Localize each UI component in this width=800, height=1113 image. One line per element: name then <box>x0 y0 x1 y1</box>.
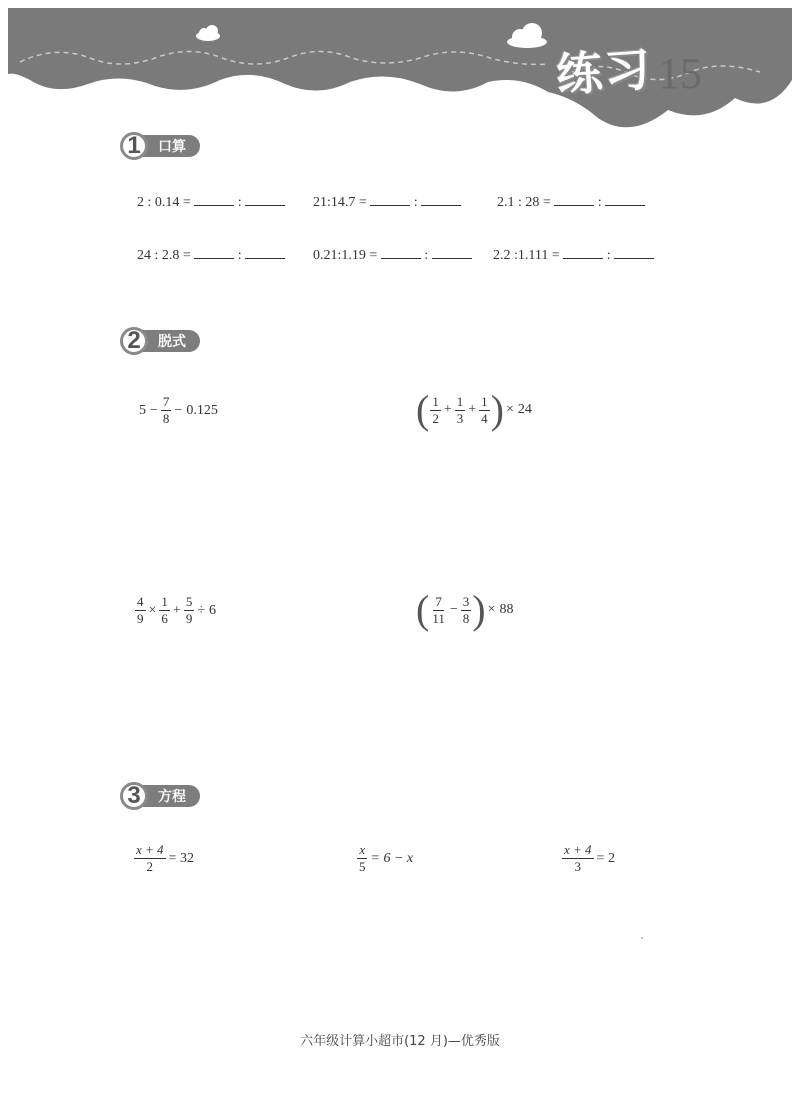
right-paren: ) <box>472 587 486 632</box>
numerator: x + 4 <box>564 842 592 857</box>
operator: × <box>487 602 496 617</box>
ratio-sep: : <box>606 248 611 263</box>
numerator: 1 <box>456 393 464 409</box>
operator: × <box>148 602 157 618</box>
operator: + <box>172 602 181 618</box>
section-label: 口算 <box>140 135 200 157</box>
fraction <box>430 394 441 427</box>
denominator: 6 <box>161 611 168 626</box>
numerator: 7 <box>162 394 170 409</box>
footer-text: 六年级计算小超市(12 月)—优秀版 <box>300 1034 500 1049</box>
fraction <box>134 842 166 875</box>
oral-expression: 24 : 2.8 = <box>137 248 191 263</box>
oral-item <box>313 193 461 211</box>
denominator: 3 <box>456 410 464 426</box>
answer-blank[interactable] <box>245 193 285 206</box>
answer-blank[interactable] <box>194 246 234 259</box>
header-banner <box>0 0 800 150</box>
answer-blank[interactable] <box>370 193 410 206</box>
right-hand-side: = 2 <box>596 850 615 866</box>
oral-expression: 0.21:1.19 = <box>313 248 378 263</box>
fraction <box>135 594 146 627</box>
section-number: 1 <box>120 132 148 160</box>
denominator: 8 <box>462 610 470 626</box>
ratio-sep: : <box>424 248 429 263</box>
ratio-sep: : <box>597 195 602 210</box>
oral-expression: 2.1 : 28 = <box>497 195 551 210</box>
denominator: 5 <box>359 859 366 874</box>
term: 6 <box>209 602 216 618</box>
fraction <box>161 394 172 427</box>
answer-blank[interactable] <box>421 193 461 206</box>
section-number: 2 <box>120 327 148 355</box>
section-number: 3 <box>120 782 148 810</box>
problem-4 <box>416 587 516 632</box>
numerator: 1 <box>432 393 439 409</box>
denominator: 8 <box>162 411 170 426</box>
answer-blank[interactable] <box>605 193 645 206</box>
title-text: 练习 <box>554 41 654 103</box>
title-number: 15 <box>658 49 702 98</box>
fraction <box>430 594 447 627</box>
operator: + <box>468 402 477 417</box>
section-label: 方程 <box>140 785 200 807</box>
denominator: 9 <box>185 611 193 626</box>
denominator: 2 <box>432 410 439 426</box>
denominator: 3 <box>574 859 582 874</box>
numerator: x + 4 <box>136 842 164 857</box>
left-paren: ( <box>416 387 430 432</box>
equation-3 <box>561 842 617 875</box>
ratio-sep: : <box>413 195 418 210</box>
right-hand-side: = 32 <box>168 850 194 866</box>
fraction <box>461 594 472 627</box>
right-hand-side: = 6 − x <box>370 850 414 866</box>
denominator: 11 <box>432 610 445 626</box>
oral-expression: 2 : 0.14 = <box>137 195 191 210</box>
scan-speck <box>641 937 643 939</box>
answer-blank[interactable] <box>614 246 654 259</box>
problem-1 <box>137 394 220 427</box>
page-title <box>556 36 702 102</box>
term: 24 <box>517 402 532 417</box>
numerator: 7 <box>435 593 442 609</box>
operator: − <box>449 602 458 617</box>
right-paren: ) <box>490 387 504 432</box>
left-paren: ( <box>416 587 430 632</box>
problem-2 <box>416 387 534 432</box>
fraction <box>479 394 490 427</box>
fraction <box>357 842 368 875</box>
operator: ÷ <box>197 602 205 618</box>
operator: − <box>174 402 183 418</box>
fraction <box>184 594 195 627</box>
oral-item <box>493 246 654 264</box>
section-oral-heading <box>120 131 200 161</box>
answer-blank[interactable] <box>194 193 234 206</box>
numerator: 1 <box>481 393 488 409</box>
oral-item <box>137 193 285 211</box>
ratio-sep: : <box>237 248 242 263</box>
denominator: 9 <box>137 611 144 626</box>
term: 5 <box>139 402 146 418</box>
numerator: 3 <box>462 593 470 609</box>
operator: × <box>505 402 514 417</box>
numerator: x <box>359 842 366 857</box>
fraction <box>455 394 466 427</box>
term: 88 <box>499 602 514 617</box>
equation-1 <box>133 842 196 875</box>
numerator: 4 <box>137 594 144 609</box>
section-label: 脱式 <box>140 330 200 352</box>
operator: + <box>443 402 452 417</box>
answer-blank[interactable] <box>432 246 472 259</box>
term: 0.125 <box>186 402 218 418</box>
numerator: 1 <box>161 594 168 609</box>
oral-item <box>137 246 285 264</box>
numerator: 5 <box>185 594 193 609</box>
oral-expression: 21:14.7 = <box>313 195 367 210</box>
answer-blank[interactable] <box>563 246 603 259</box>
section-stepwise-heading <box>120 326 200 356</box>
section-equation-heading <box>120 781 200 811</box>
answer-blank[interactable] <box>554 193 594 206</box>
denominator: 2 <box>146 859 154 874</box>
answer-blank[interactable] <box>245 246 285 259</box>
answer-blank[interactable] <box>381 246 421 259</box>
equation-2 <box>356 842 415 875</box>
denominator: 4 <box>481 410 488 426</box>
oral-item <box>497 193 645 211</box>
fraction <box>562 842 594 875</box>
problem-3 <box>134 594 218 627</box>
oral-item <box>313 246 472 264</box>
operator: − <box>150 402 158 418</box>
fraction <box>159 594 170 627</box>
ratio-sep: : <box>237 195 242 210</box>
oral-expression: 2.2 :1.111 = <box>493 248 560 263</box>
